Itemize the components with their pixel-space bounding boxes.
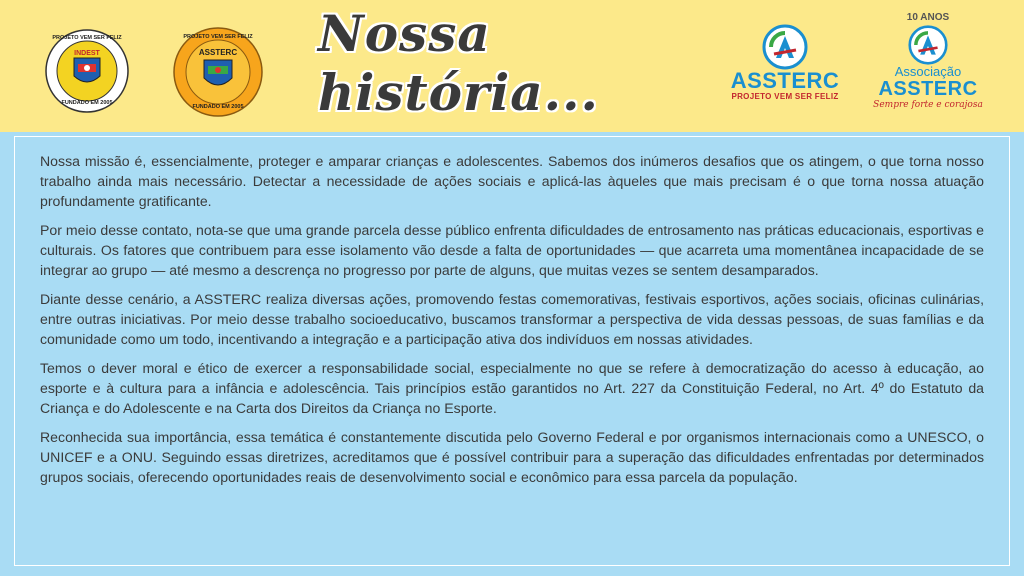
assterc-a-icon — [762, 24, 808, 70]
page-title: Nossa história... — [318, 4, 599, 122]
brand-name: ASSTERC — [878, 78, 978, 100]
tagline: Sempre forte e corajosa — [873, 100, 983, 110]
seal-ring-text: PROJETO VEM SER FELIZ — [52, 35, 122, 41]
assterc-10-anos-logo — [872, 12, 984, 110]
paragraph: Diante desse cenário, a ASSTERC realiza diversas ações, promovendo festas comemorativas, festivais esportivos, ações sociais, oficinas culinárias, entre outras iniciativas. Por meio desse trabalho socioeducativo, buscamos transformar a perspectiva de vida dessas pessoas, de suas famílias e da comunidade como um todo, incentivando a integração e a participação ativa dos indivíduos em nossas atividades. — [40, 291, 984, 347]
seal-name: INDEST — [74, 50, 100, 57]
association-label: Associação — [894, 64, 962, 79]
seal-bottom-text: FUNDADO EM 2005 — [61, 100, 113, 106]
seal-name: ASSTERC — [198, 48, 238, 57]
seal-ring-text: PROJETO VEM SER FELIZ — [183, 34, 253, 40]
seal-bottom-text: FUNDADO EM 2005 — [192, 104, 244, 110]
assterc-seal-logo — [172, 26, 264, 118]
paragraph: Por meio desse contato, nota-se que uma grande parcela desse público enfrenta dificuldades de entrosamento nas práticas educacionais, esportivas e culturais. Os fatores que contribuem para esse isolamento vão desde a falta de oportunidades — que acarreta uma momentânea incapacidade de se integrar ao grupo — até mesmo a descrença no progresso por parte de alguns, que muitas vezes se sentem desamparados. — [40, 222, 984, 278]
assterc-brand-logo — [726, 24, 844, 101]
paragraph: Nossa missão é, essencialmente, proteger e amparar crianças e adolescentes. Sabemos dos inúmeros desafios que os atingem, o que torna nosso trabalho ainda mais necessário. Detectar a necessidade de ações sociais e aplicá-las àqueles que mais precisam é o que torna nossa atuação profundamente gratificante. — [40, 153, 984, 209]
history-text — [40, 151, 984, 496]
anniversary-years: 10 ANOS — [906, 12, 950, 23]
paragraph: Reconhecida sua importância, essa temática é constantemente discutida pelo Governo Federal e por organismos internacionais como a UNESCO, o UNICEF e a ONU. Seguindo essas diretrizes, acreditamos que é possível contribuir para a superação das dificuldades enfrentadas por determinados grupos sociais, oferecendo oportunidades reais de desenvolvimento social e econômico para essa parcela da população. — [40, 429, 984, 485]
indest-seal-logo — [44, 28, 130, 114]
paragraph: Temos o dever moral e ético de exercer a responsabilidade social, especialmente no que se refere à democratização do acesso à educação, ao esporte e à cultura para a infância e adolescência. Tais princípios estão garantidos no Art. 227 da Constituição Federal, no Art. 4º do Estatuto da Criança e do Adolescente e na Carta dos Direitos da Criança no Esporte. — [40, 360, 984, 416]
brand-name: ASSTERC — [730, 68, 840, 93]
assterc-a-icon — [908, 25, 948, 65]
brand-sub: PROJETO VEM SER FELIZ — [731, 92, 839, 101]
